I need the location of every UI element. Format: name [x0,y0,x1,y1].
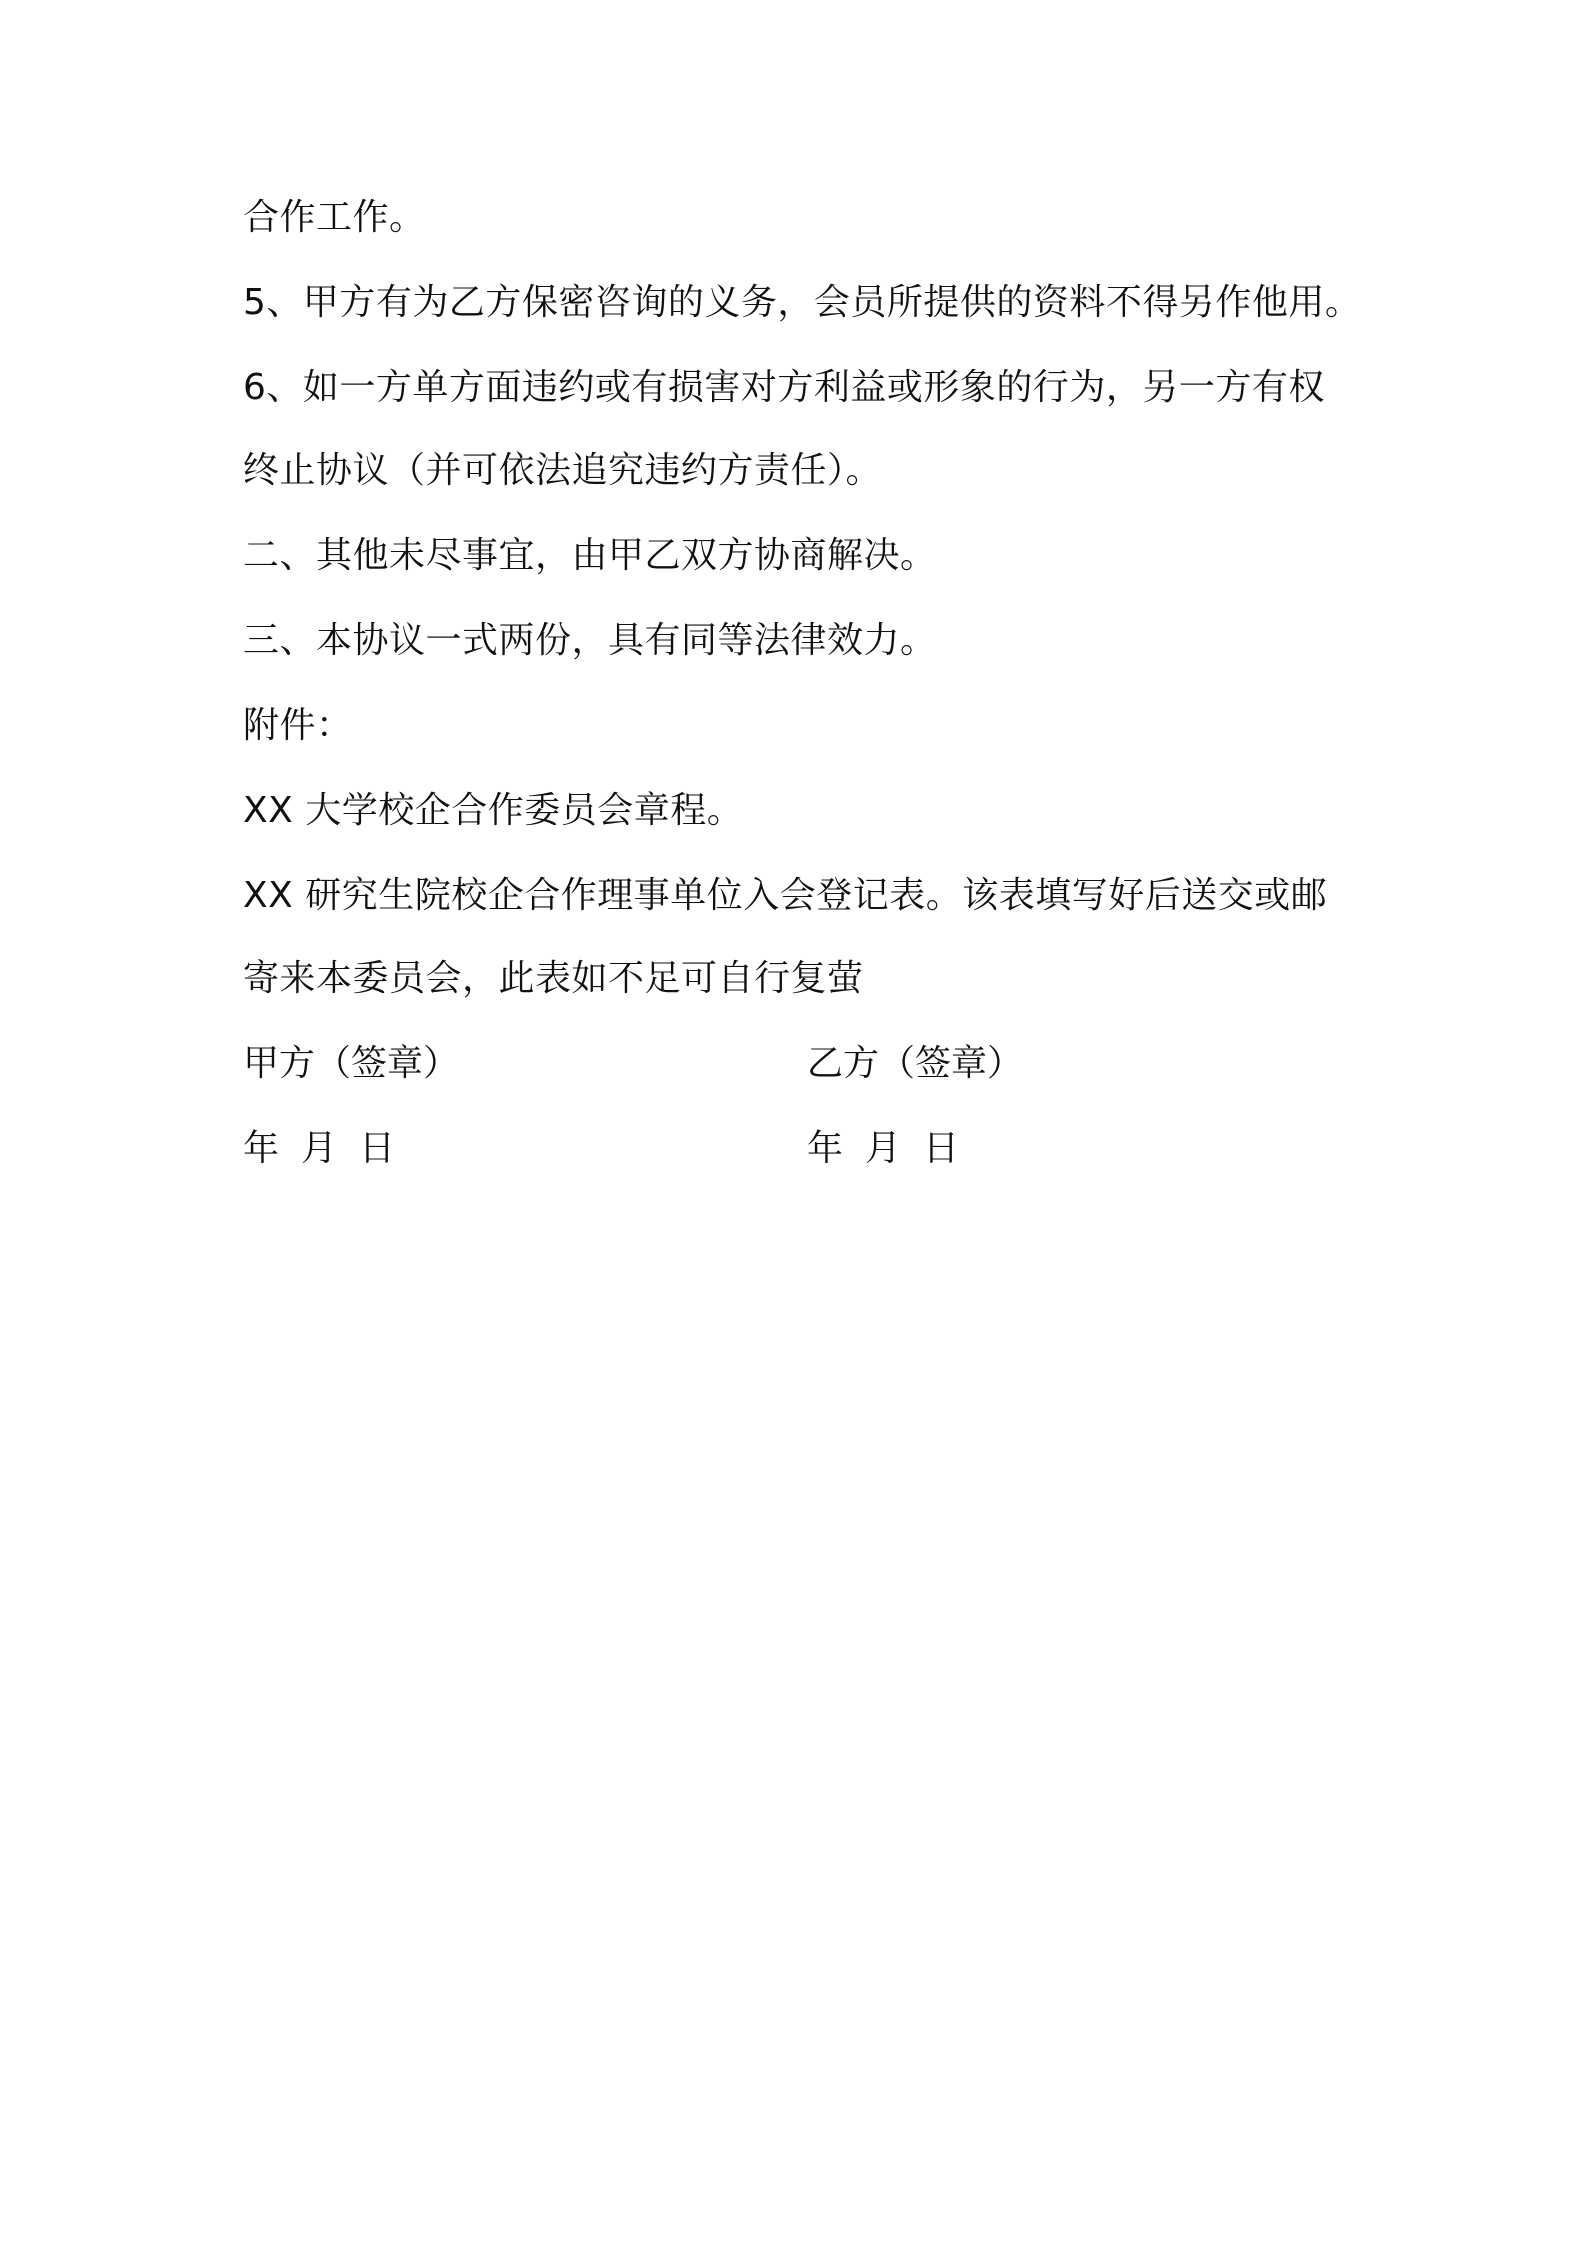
date-month-label: 月 [301,1128,338,1169]
date-month-label: 月 [865,1128,902,1169]
date-day-label: 日 [359,1128,396,1169]
date-year-label: 年 [807,1128,844,1169]
date-row [243,1127,1403,1171]
date-year-label: 年 [243,1128,280,1169]
paragraph-line: 合作工作。 [243,197,426,238]
document-body [243,196,1403,1171]
attachment-item-continued: 寄来本委员会，此表如不足可自行复萤 [243,958,864,999]
date-day-label: 日 [923,1128,960,1169]
party-a-signature-label: 甲方（签章） [243,1043,460,1084]
paragraph-line: 二、其他未尽事宜，由甲乙双方协商解决。 [243,535,937,576]
attachment-item: XX 大学校企合作委员会章程。 [243,790,744,831]
party-b-date [807,1127,959,1171]
paragraph-line: 三、本协议一式两份，具有同等法律效力。 [243,620,937,661]
party-a-date [243,1127,395,1171]
paragraph-line: 终止协议（并可依法追究违约方责任）。 [243,450,883,491]
party-b-signature-label: 乙方（签章） [807,1043,1024,1084]
attachment-heading: 附件： [243,705,353,746]
paragraph-line: 6、如一方单方面违约或有损害对方利益或形象的行为，另一方有权 [243,367,1325,408]
attachment-item: XX 研究生院校企合作理事单位入会登记表。该表填写好后送交或邮 [243,875,1328,916]
signature-row [243,1042,1403,1086]
paragraph-line: 5、甲方有为乙方保密咨询的义务，会员所提供的资料不得另作他用。 [243,282,1362,323]
